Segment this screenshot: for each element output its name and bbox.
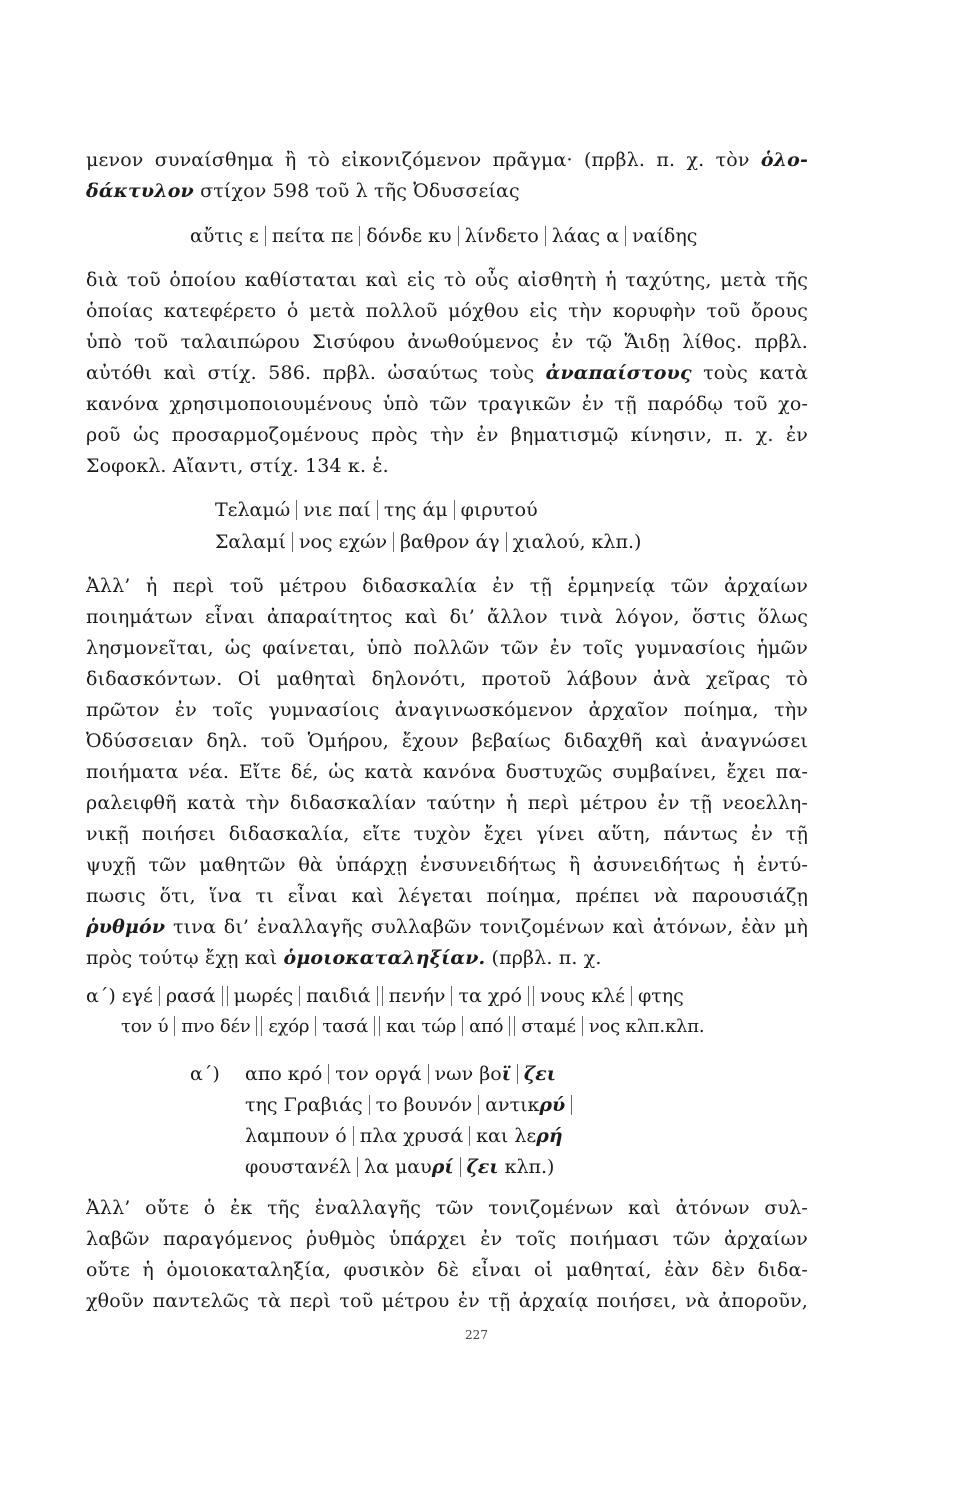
text-line: Ἀλλ’ ἡ περὶ τοῦ μέτρου διδασκαλία ἐν τῇ ἑρμηνείᾳ τῶν ἀρχαίων (86, 575, 808, 597)
verse-example-2-line: της Γραβιάς το βουνόν αντικρύ (245, 1091, 578, 1119)
verse-example-2-label: α΄) (190, 1063, 220, 1085)
text-line: ροῦ ὡς προσαρμοζομένους πρὸς τὴν ἐν βηματισμῷ κίνησιν, π. χ. ἐν (86, 424, 808, 446)
text-line: δάκτυλον στίχον 598 τοῦ λ τῆς Ὀδυσσείας (86, 180, 520, 202)
text-line: Ὀδύσσειαν δηλ. τοῦ Ὁμήρου, ἔχουν βεβαίως διδαχθῆ καὶ ἀναγνώσει (86, 730, 808, 752)
text-line: ραλειφθῆ κατὰ τὴν διδασκαλίαν ταύτην ἡ περὶ μέτρου ἐν τῇ νεοελλη- (86, 792, 808, 814)
verse-example-2-line: φουστανέλ λα μαυρί ζει κλπ.) (245, 1156, 555, 1178)
verse-example-1-line: α΄) εγέ ρασά μωρές παιδιά πενήν τα χρό νους κλέ φτης (86, 985, 684, 1007)
page-number: 227 (465, 1328, 488, 1342)
text-line: ὑπὸ τοῦ ταλαιπώρου Σισύφου ἀνωθούμενος ἐν τῷ Ἅιδῃ λίθος. πρβλ. (86, 331, 808, 353)
text-line: αὐτόθι καὶ στίχ. 586. πρβλ. ὡσαύτως τοὺς ἀναπαίστους τοὺς κατὰ (86, 362, 808, 384)
verse-odyssey: αὔτις ε πείτα πε δόνδε κυ λίνδετο λάας α ναίδης (190, 225, 698, 247)
text-line: ποιημάτων εἶναι ἀπαραίτητος καὶ δι’ ἄλλον τινὰ λόγον, ὅστις ὅλως (86, 606, 808, 628)
text-line: ὁποίας κατεφέρετο ὁ μετὰ πολλοῦ μόχθου εἰς τὴν κορυφὴν τοῦ ὄρους (86, 300, 808, 322)
text-line: ποιήματα νέα. Εἴτε δέ, ὡς κατὰ κανόνα δυστυχῶς συμβαίνει, ἔχει πα- (86, 761, 808, 783)
text-line: λαβῶν παραγόμενος ῥυθμὸς ὑπάρχει ἐν τοῖς ποιήμασι τῶν ἀρχαίων (86, 1228, 808, 1250)
verse-example-2-line: λαμπουν ό πλα χρυσά και λερή (245, 1125, 563, 1147)
verse-sophocles-line: Σαλαμί νος εχών βαθρον άγ χιαλού, κλπ.) (215, 531, 642, 553)
text-line: χθοῦν παντελῶς τὰ περὶ τοῦ μέτρου ἐν τῇ ἀρχαίᾳ ποιήσει, νὰ ἀποροῦν, (86, 1290, 808, 1312)
verse-example-2-line: απο κρό τον οργά νων βοϊ ζει (245, 1063, 556, 1085)
text-line: Σοφοκλ. Αἴαντι, στίχ. 134 κ. ἑ. (86, 455, 389, 477)
text-line: πρὸς τούτῳ ἔχῃ καὶ ὁμοιοκαταληξίαν. (πρβλ. π. χ. (86, 947, 602, 969)
text-line: πωσις ὅτι, ἵνα τι εἶναι καὶ λέγεται ποίημα, πρέπει νὰ παρουσιάζῃ (86, 885, 808, 907)
text-line: κανόνα χρησιμοποιουμένους ὑπὸ τῶν τραγικῶν ἐν τῇ παρόδῳ τοῦ χο- (86, 393, 808, 415)
text-line: ψυχῇ τῶν μαθητῶν θὰ ὑπάρχῃ ἐνσυνειδήτως ἢ ἀσυνειδήτως ἡ ἐντύ- (86, 854, 808, 876)
verse-sophocles-line: Τελαμώ νιε παί της άμ φιρυτού (215, 499, 538, 521)
text-line: νικῇ ποιήσει διδασκαλία, εἴτε τυχὸν ἔχει γίνει αὕτη, πάντως ἐν τῇ (86, 823, 808, 845)
text-line: διδασκόντων. Οἱ μαθηταὶ δηλονότι, προτοῦ λάβουν ἀνὰ χεῖρας τὸ (86, 668, 808, 690)
text-line: λησμονεῖται, ὡς φαίνεται, ὑπὸ πολλῶν τῶν ἐν τοῖς γυμνασίοις ἡμῶν (86, 637, 808, 659)
verse-example-1-line: τον ύ πνο δέν εχόρ τασά και τώρ από σταμέ νος κλπ.κλπ. (121, 1016, 705, 1037)
text-line: διὰ τοῦ ὁποίου καθίσταται καὶ εἰς τὸ οὖς αἰσθητὴ ἡ ταχύτης, μετὰ τῆς (86, 269, 808, 291)
text-line: πρῶτον ἐν τοῖς γυμνασίοις ἀναγινωσκόμενον ἀρχαῖον ποίημα, τὴν (86, 699, 808, 721)
text-line: οὔτε ἡ ὁμοιοκαταληξία, φυσικὸν δὲ εἶναι οἱ μαθηταί, ἐὰν δὲν διδα- (86, 1259, 808, 1281)
text-line: Ἀλλ’ οὔτε ὁ ἐκ τῆς ἐναλλαγῆς τῶν τονιζομένων καὶ ἀτόνων συλ- (86, 1197, 808, 1219)
text-line: ῥυθμόν τινα δι’ ἐναλλαγῆς συλλαβῶν τονιζομένων καὶ ἀτόνων, ἐὰν μὴ (86, 916, 808, 938)
text-line: μενον συναίσθημα ἢ τὸ εἰκονιζόμενον πρᾶγμα· (πρβλ. π. χ. τὸν ὁλο- (86, 149, 808, 171)
